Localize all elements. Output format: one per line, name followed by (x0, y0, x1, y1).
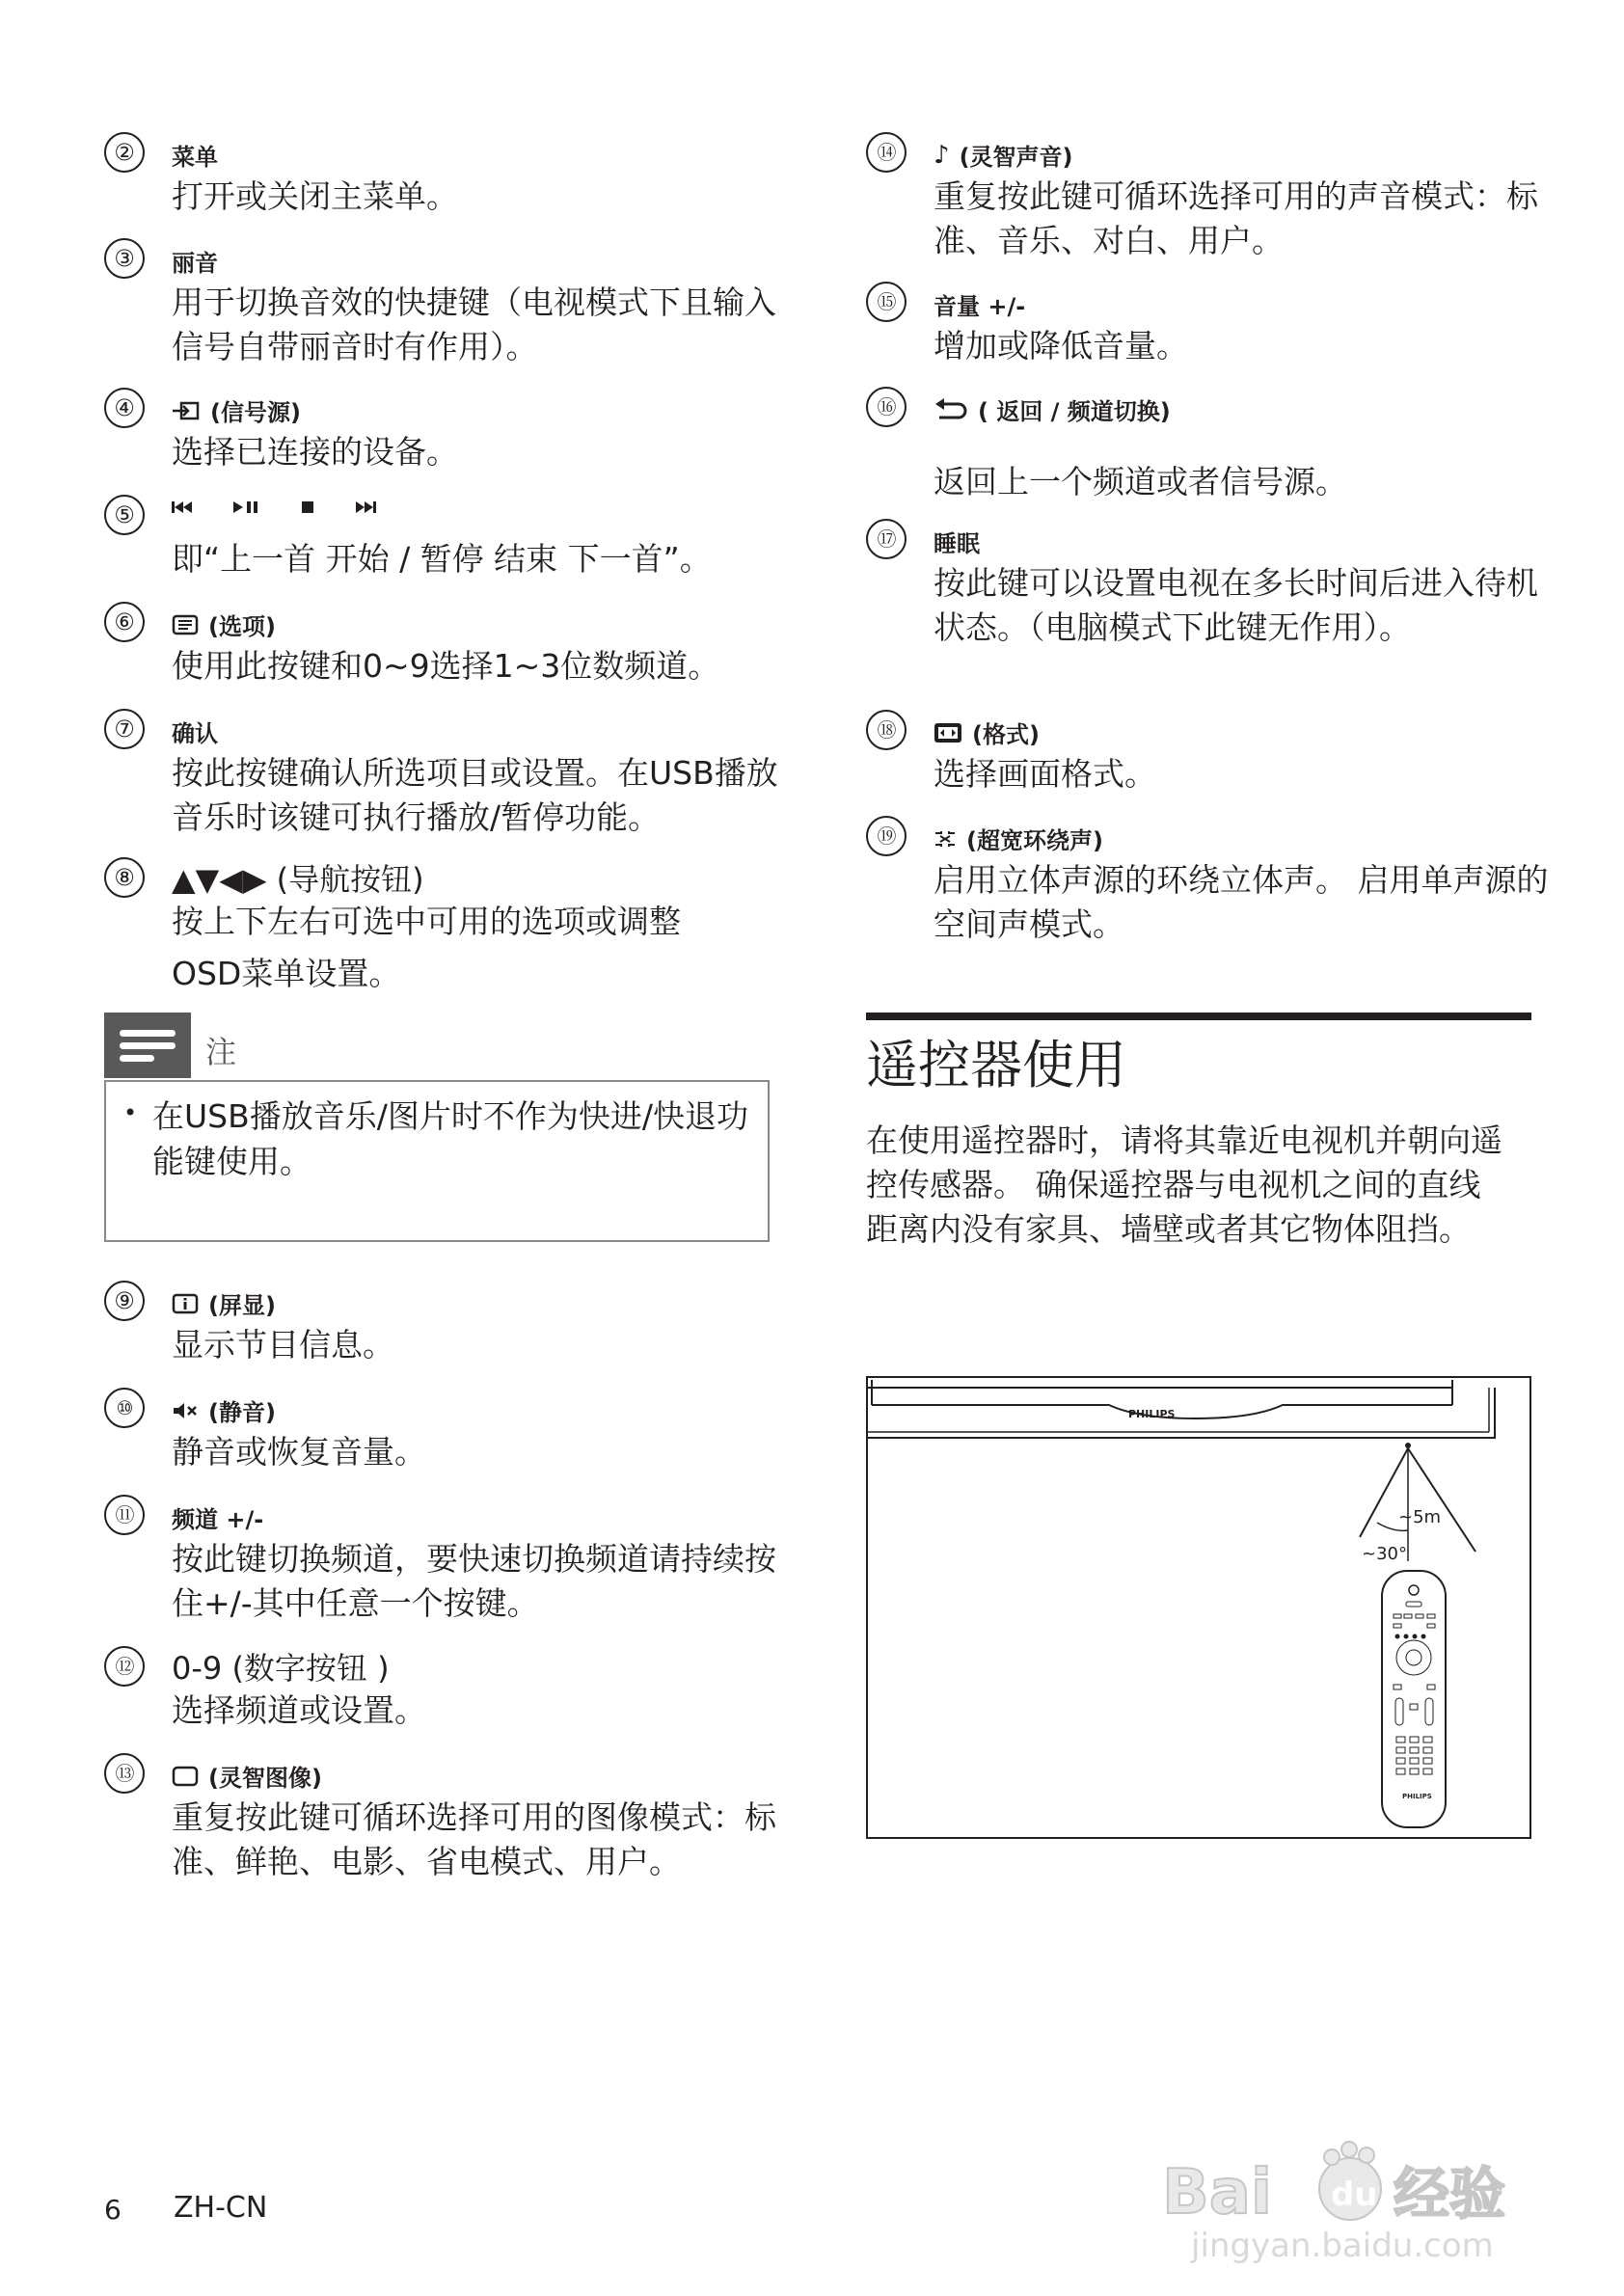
item-heading: (灵智图像) (172, 1759, 322, 1793)
item-description: 按上下左右可选中可用的选项或调整 OSD菜单设置。 (172, 903, 681, 992)
note-text: 在USB播放音乐/图片时不作为快进/快退功能键使用。 (152, 1097, 748, 1180)
remote-control (1382, 1571, 1446, 1827)
item-description: 选择画面格式。 (934, 755, 1156, 793)
surround-icon (934, 829, 957, 849)
item-number: ⑫ (104, 1646, 145, 1687)
item-description: 增加或降低音量。 (934, 327, 1188, 365)
item-heading: 音量 +/- (934, 293, 1026, 320)
item-description: 按此按键确认所选项目或设置。在USB播放音乐时该键可执行播放/暂停功能。 (172, 754, 778, 836)
item-number: ④ (104, 388, 145, 428)
item-number: ⑦ (104, 709, 145, 749)
item-description: 选择频道或设置。 (172, 1691, 426, 1729)
item-number: ⑰ (866, 519, 907, 559)
item-heading: 频道 +/- (172, 1506, 264, 1533)
section-title: 遥控器使用 (866, 1035, 1126, 1095)
item-description: 按此键可以设置电视在多长时间后进入待机状态。（电脑模式下此键无作用）。 (934, 564, 1538, 646)
note-icon (104, 1013, 191, 1078)
item-number: ⑭ (866, 132, 907, 173)
svg-text:du: du (1331, 2175, 1378, 2214)
svg-text:Bai: Bai (1162, 2157, 1272, 2228)
language-code: ZH-CN (174, 2191, 268, 2225)
item-heading: ▲▼◀▶ (导航按钮) (172, 861, 424, 898)
note-label: 注 (205, 1034, 237, 1070)
baidu-jingyan-watermark (1152, 2136, 1557, 2275)
item-description: 重复按此键可循环选择可用的声音模式：标准、音乐、对白、用户。 (934, 177, 1538, 259)
item-description: 用于切换音效的快捷键（电视模式下且输入信号自带丽音时有作用）。 (172, 284, 776, 365)
item-description: 显示节目信息。 (172, 1326, 394, 1364)
back-icon (934, 398, 968, 421)
item-heading: (选项) (172, 608, 276, 641)
item-description: 返回上一个频道或者信号源。 (934, 463, 1347, 500)
bullet-icon: • (123, 1099, 138, 1126)
item-heading: 菜单 (172, 144, 218, 171)
distance-label: ~5m (1398, 1507, 1442, 1527)
item-description: 按此键切换频道，要快速切换频道请持续按住+/-其中任意一个按键。 (172, 1540, 776, 1622)
previous-icon (172, 500, 195, 514)
item-number: ⑮ (866, 282, 907, 322)
item-description: 选择已连接的设备。 (172, 433, 458, 471)
item-heading (172, 500, 376, 514)
item-number: ② (104, 132, 145, 173)
item-number: ⑧ (104, 857, 145, 898)
tv-remote-illustration (868, 1378, 1529, 1837)
stop-icon (301, 500, 314, 514)
tv-brand: PHILIPS (1128, 1408, 1176, 1420)
item-heading: ♪ (灵智声音) (934, 140, 1073, 171)
info-icon (172, 1293, 199, 1314)
section-body: 在使用遥控器时，请将其靠近电视机并朝向遥控传感器。 确保遥控器与电视机之间的直线距离内没有家具、墙壁或者其它物体阻挡。 (866, 1121, 1502, 1248)
item-number: ⑨ (104, 1281, 145, 1321)
format-icon (934, 722, 962, 743)
item-description: 启用立体声源的环绕立体声。 启用单声源的空间声模式。 (934, 861, 1549, 943)
item-heading: 确认 (172, 720, 218, 747)
item-description: 静音或恢复音量。 (172, 1433, 426, 1471)
item-heading: (屏显) (172, 1286, 276, 1320)
item-heading: (超宽环绕声) (934, 822, 1103, 855)
item-number: ⑲ (866, 816, 907, 856)
note-box (104, 1080, 770, 1242)
item-number: ⑱ (866, 710, 907, 750)
remote-usage-figure (866, 1376, 1531, 1839)
section-rule (866, 1013, 1531, 1020)
next-icon (353, 500, 376, 514)
play-pause-icon (233, 500, 262, 514)
options-icon (172, 614, 199, 635)
svg-text:经验: 经验 (1394, 2161, 1506, 2227)
item-number: ③ (104, 238, 145, 279)
page-number: 6 (104, 2194, 122, 2226)
item-heading: (静音) (172, 1393, 276, 1427)
mute-icon (172, 1400, 199, 1421)
item-description: 打开或关闭主菜单。 (172, 177, 458, 215)
smart-picture-icon (172, 1766, 199, 1787)
item-number: ⑥ (104, 602, 145, 642)
item-heading: (格式) (934, 716, 1040, 749)
item-number: ⑬ (104, 1753, 145, 1794)
item-number: ⑪ (104, 1495, 145, 1535)
item-heading: ( 返回 / 频道切换) (934, 392, 1171, 426)
svg-text:jingyan.baidu.com: jingyan.baidu.com (1191, 2227, 1494, 2265)
music-note-icon: ♪ (934, 140, 950, 170)
item-heading: 0-9 (数字按钮 ) (172, 1650, 390, 1687)
item-description: 即“上一首 开始 / 暂停 结束 下一首”。 (172, 540, 712, 578)
item-number: ⑤ (104, 495, 145, 535)
item-number: ⑩ (104, 1388, 145, 1428)
item-heading: 丽音 (172, 250, 218, 277)
item-heading: (信号源) (172, 393, 301, 427)
item-heading: 睡眠 (934, 530, 980, 557)
item-number: ⑯ (866, 387, 907, 427)
source-icon (172, 400, 201, 421)
item-description: 使用此按键和0~9选择1~3位数频道。 (172, 647, 720, 685)
item-description: 重复按此键可循环选择可用的图像模式：标准、鲜艳、电影、省电模式、用户。 (172, 1798, 776, 1880)
angle-label: ~30° (1362, 1544, 1407, 1564)
remote-brand: PHILIPS (1402, 1793, 1432, 1800)
